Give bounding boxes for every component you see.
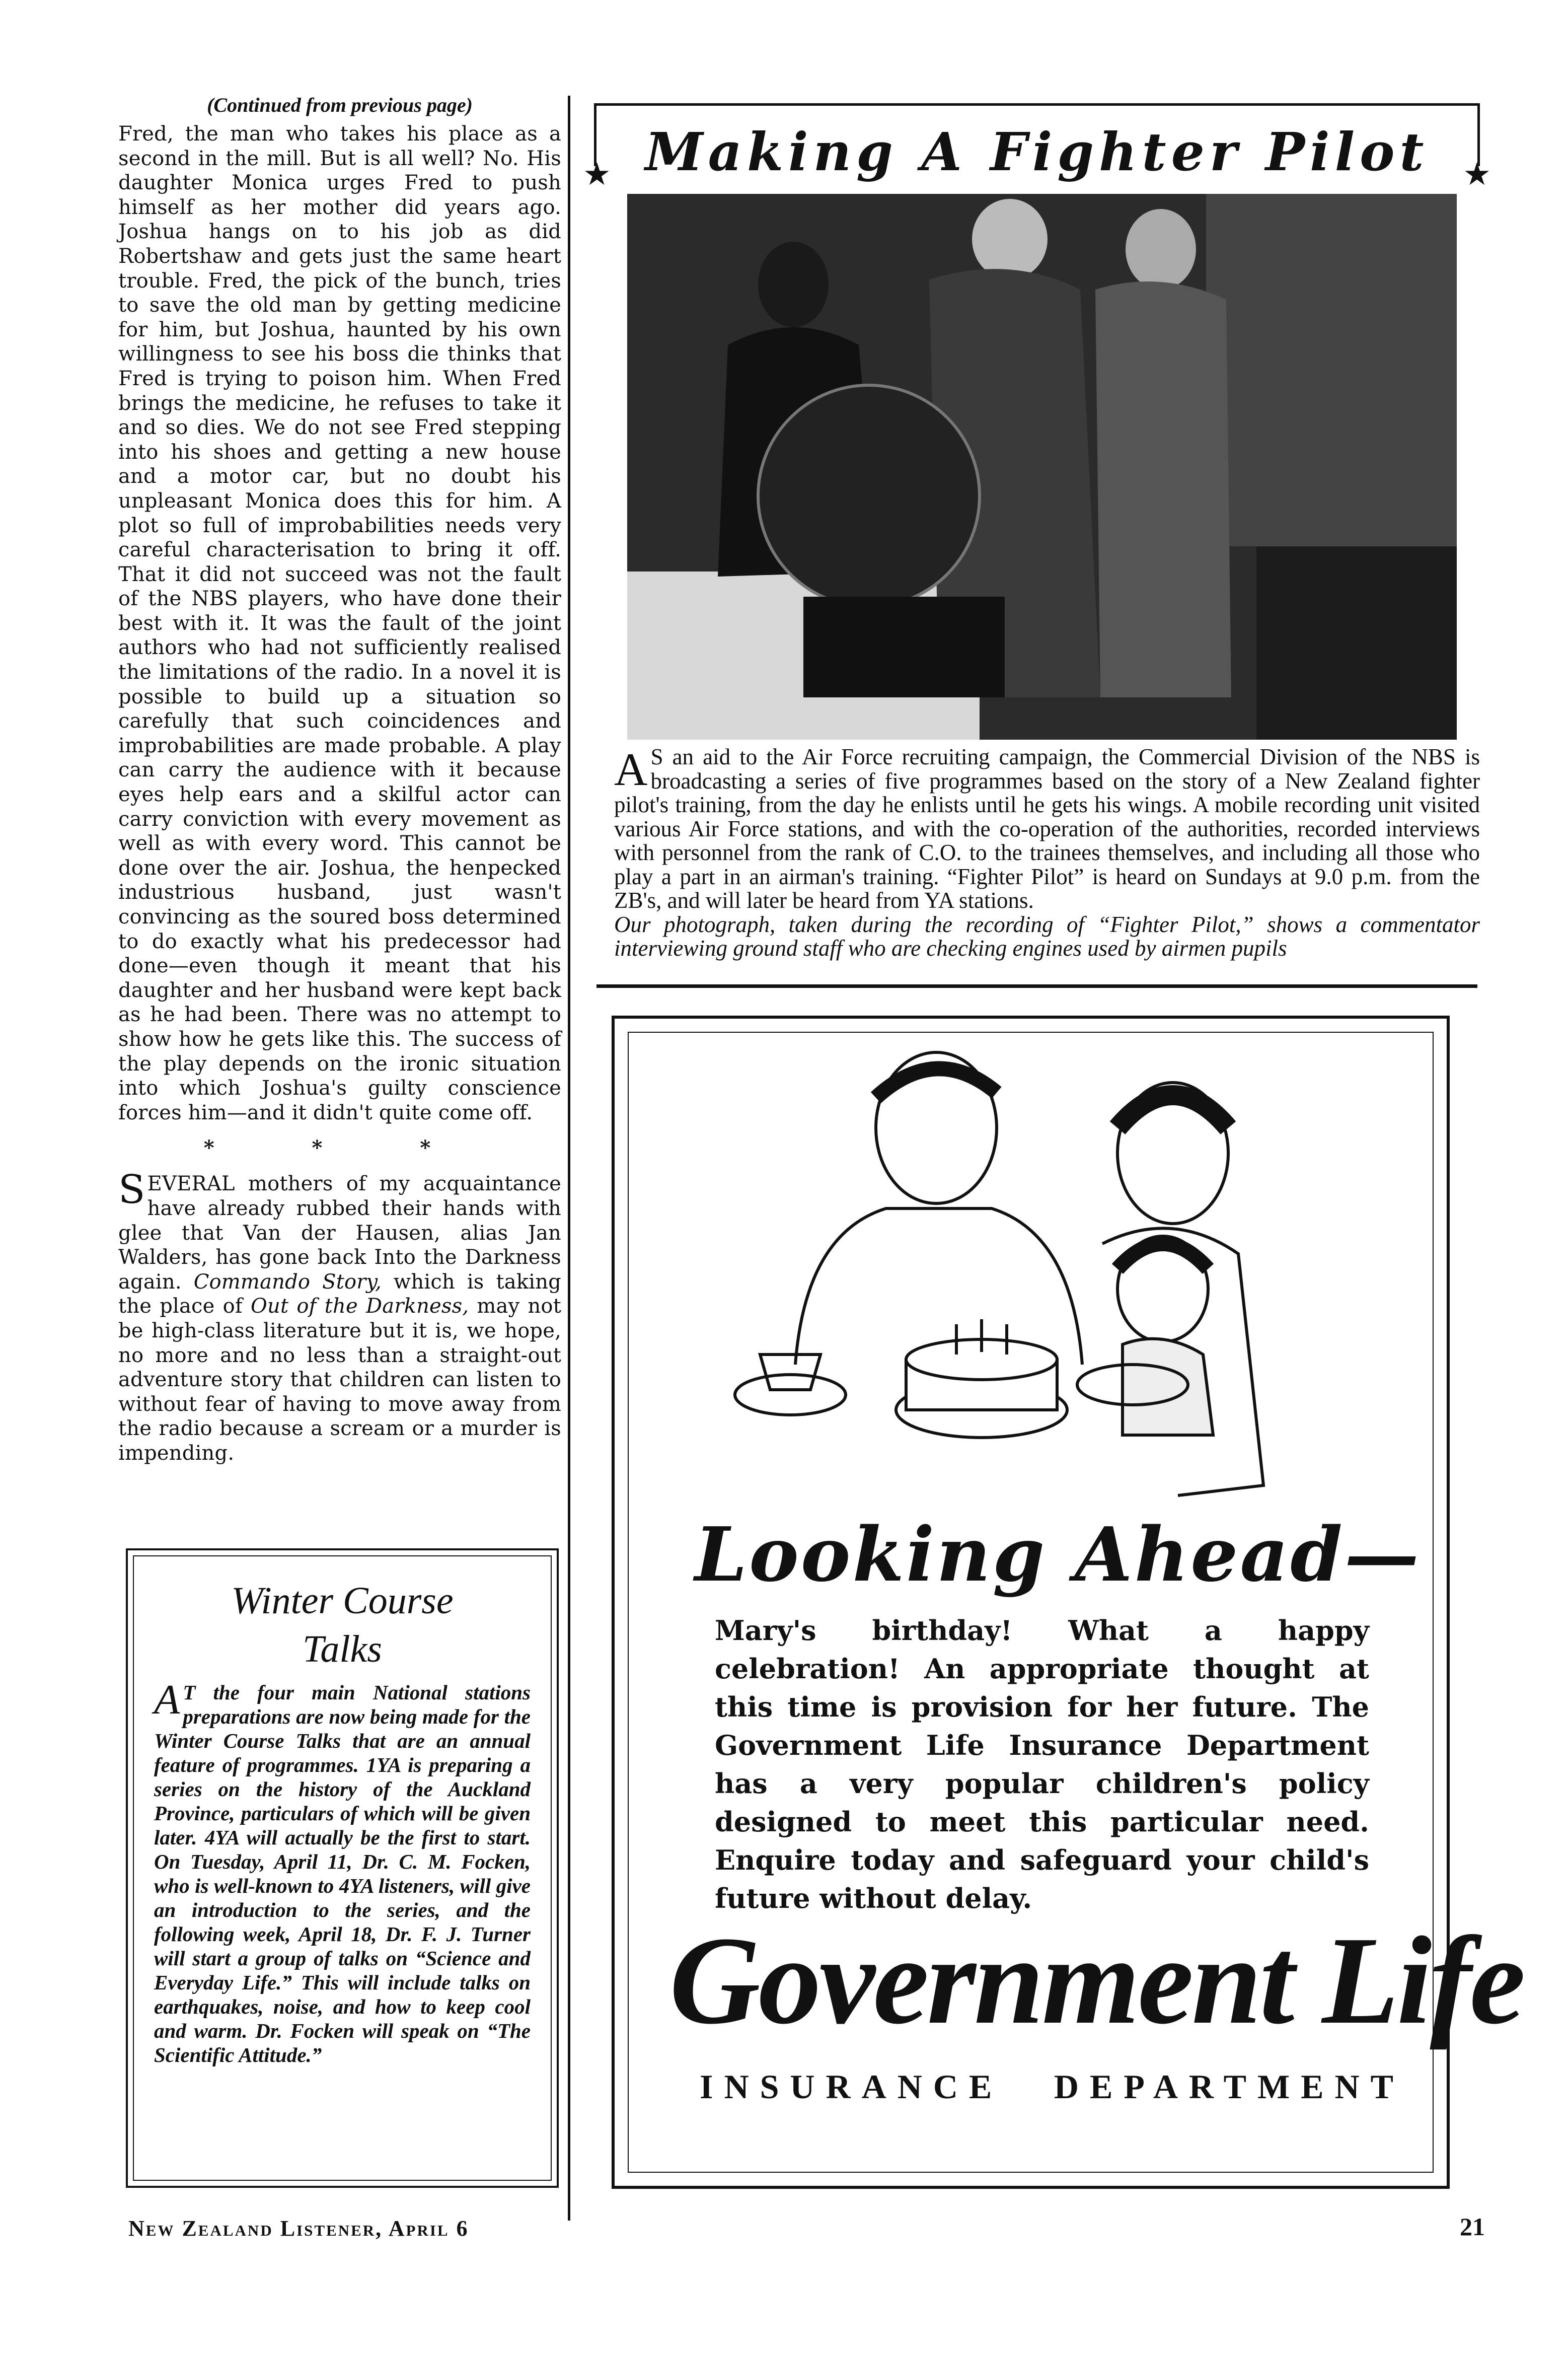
insurance-department-label xyxy=(700,2067,1404,2107)
winter-course-box xyxy=(126,1548,559,2188)
text: EVERAL mothers of my acquaintance have already rubbed their hands with glee that Van der Hausen, alias Jan Walders, has gone back Into the Darkness again. xyxy=(118,1172,561,1294)
text: S an aid to the Air Force recruiting campaign, the Commercial Division of the NBS is broadcasting a series of five programmes based on the story of a New Zealand fighter pilot's training, from the day he enlists until he gets his wings. A mobile recording unit visited various Air Force stations, and with the co-operation of the authorities, recorded interviews with personnel from the rank of C.O. to the trainees themselves, and including all those who play a part in an airman's training. “Fighter Pilot” is heard on Sundays at 9.0 p.m. from the ZB's, and will later be heard from YA stations. xyxy=(614,744,1480,913)
page-number: 21 xyxy=(1460,2213,1485,2241)
family-birthday-illustration xyxy=(669,1042,1389,1511)
label-word: INSURANCE xyxy=(700,2067,1003,2106)
caption-photo-note: Our photograph, taken during the recording of “Fighter Pilot,” shows a commentator interviewing ground staff who are checking engines used by airmen pupils xyxy=(614,911,1480,961)
feature-headline: Making A Fighter Pilot xyxy=(645,121,1429,183)
left-column xyxy=(118,93,561,1465)
text: which is taking the place of xyxy=(118,1270,561,1318)
title-ref: Out of the Darkness, xyxy=(251,1295,469,1318)
review-paragraph: Fred, the man who takes his place as a second in the mill. But is all well? No. His daughter Monica urges Fred to push himself as her mother did years ago. Joshua hangs on to his job as did Robertshaw and gets just the same heart trouble. Fred, the pick of the bunch, tries to save the old man by getting medicine for him, but Joshua, haunted by his own willingness to see his boss die thinks that Fred is trying to poison him. When Fred brings the medicine, he refuses to take it and so dies. We do not see Fred stepping into his shoes and getting a new house and a motor car, but no doubt his unpleasant Monica does this for him. A plot so full of improbabilities needs very careful characterisation to bring it off. That it did not succeed was not the fault of the NBS players, who have done their best with it. It was the fault of the joint authors who had not sufficiently realised the limitations of the radio. In a novel it is possible to build up a situation so carefully that such coincidences and improbabilities are made probable. A play can carry the audience with it because eyes help ears and a skilful actor can carry conviction with every movement as well as with every word. This cannot be done over the air. Joshua, the henpecked industrious husband, just wasn't convincing as the soured boss determined to do exactly what his predecessor had done—even though it meant that his daughter and her husband were kept back as he had been. There was no attempt to show how he gets like this. The success of the play depends on the ironic situation into which Joshua's guilty conscience forces him—and it didn't quite come off. xyxy=(118,122,561,1124)
drop-cap: A xyxy=(154,1676,180,1723)
text: may not be high-class literature but it is, we hope, no more and no less than a straight-out adventure story that children can listen to without fear of having to move away from the radio because a scream or a murder is impending. xyxy=(118,1295,561,1465)
fighter-pilot-photo xyxy=(627,194,1457,740)
title-line: Winter Course xyxy=(231,1580,454,1622)
section-separator: * * * xyxy=(203,1136,476,1160)
title-line: Talks xyxy=(303,1628,382,1670)
star-icon: ★ xyxy=(1463,156,1491,192)
drop-cap: A xyxy=(614,744,648,795)
drop-cap: S xyxy=(118,1167,145,1213)
feature-header xyxy=(583,103,1491,192)
column-rule xyxy=(568,96,570,2221)
label-word: DEPARTMENT xyxy=(1054,2067,1404,2106)
advert-body: Mary's birthday! What a happy celebration! An appropriate thought at this time is provision for her future. The Government Life Insurance Department has a very popular children's policy designed to meet this particular need. Enquire today and safeguard your child's future without delay. xyxy=(715,1614,1369,1914)
title-ref: Commando Story, xyxy=(193,1270,382,1294)
caption-body xyxy=(614,745,1480,913)
commando-story-paragraph xyxy=(118,1167,561,1465)
star-icon: ★ xyxy=(583,156,611,192)
continued-note: (Continued from previous page) xyxy=(207,94,473,116)
winter-course-title xyxy=(154,1577,531,1673)
divider xyxy=(596,984,1477,988)
photo-caption xyxy=(614,745,1480,961)
government-life-logo: Government Life xyxy=(669,1911,1524,2050)
advert-headline: Looking Ahead— xyxy=(695,1511,1421,1598)
text: T the four main National stations preparations are now being made for the Winter Course Talks that are an annual feature of programmes. 1YA is preparing a series on the history of the Auckland Province, particulars of which will be given later. 4YA will actually be the first to start. On Tuesday, April 11, Dr. C. M. Focken, who is well-known to 4YA listeners, will give an introduction to the series, and the following week, April 18, Dr. F. J. Turner will start a group of talks on “Science and Everyday Life.” This will include talks on earthquakes, noise, and how to keep cool and warm. Dr. Focken will speak on “The Scientific Attitude.” xyxy=(154,1681,531,2066)
winter-course-body xyxy=(154,1676,531,2067)
publication-footer: New Zealand Listener, April 6 xyxy=(128,2216,469,2241)
